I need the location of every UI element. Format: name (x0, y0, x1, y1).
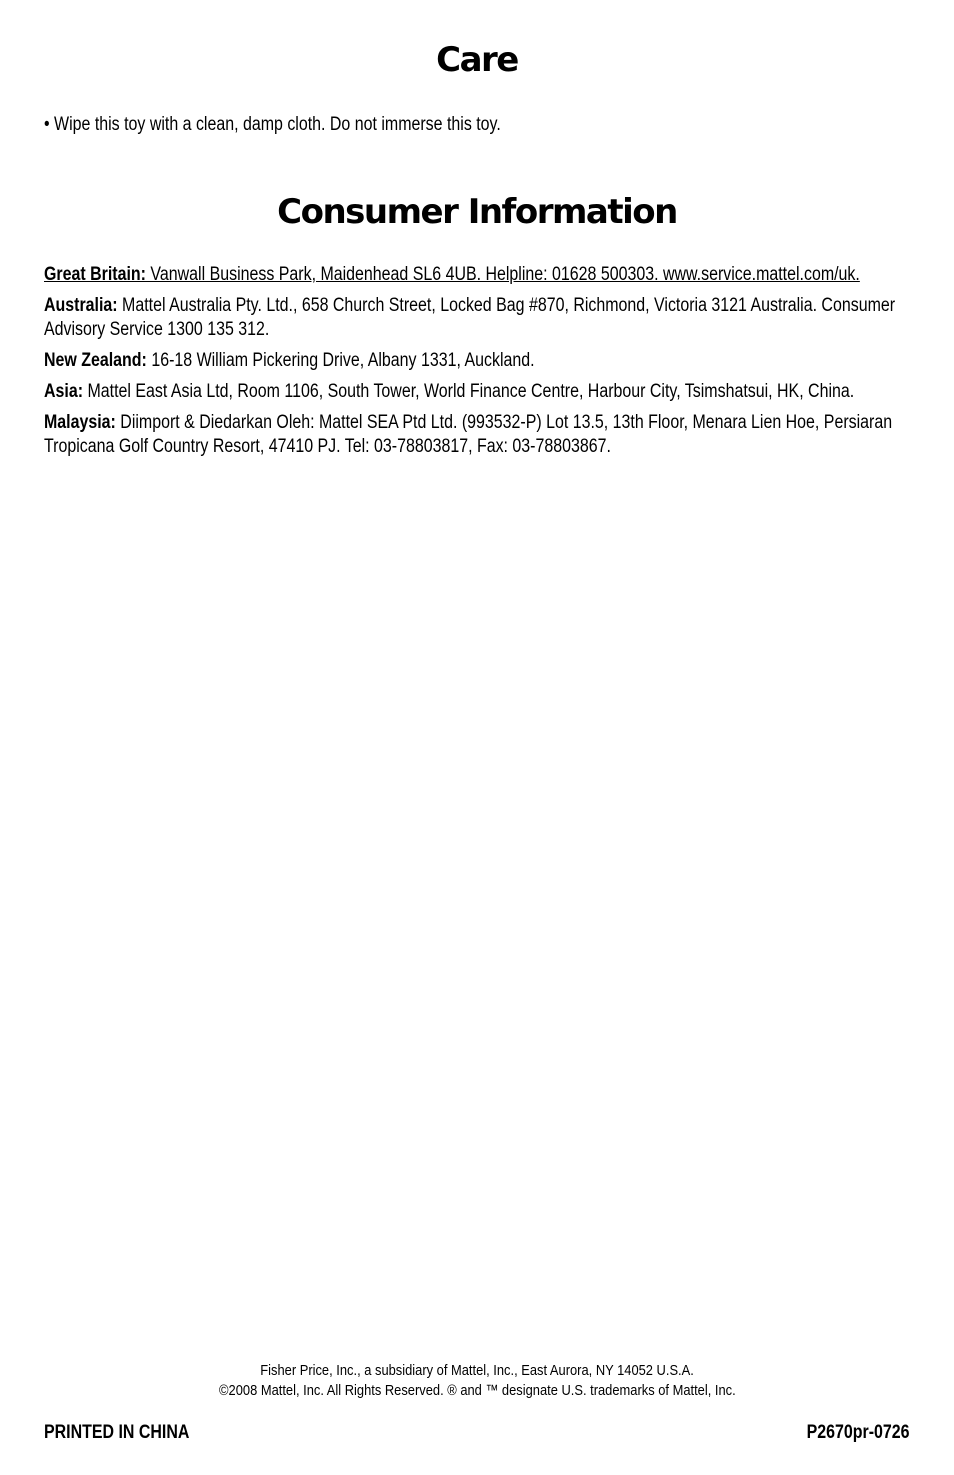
footer-copyright-line (0, 1381, 954, 1401)
entry-text: Vanwall Business Park, Maidenhead SL6 4UB. Helpline: 01628 500303. www.service.mattel.com/uk. (145, 264, 860, 285)
entry-text: Mattel Australia Pty. Ltd., 658 Church Street, Locked Bag #870, Richmond, Victoria 3121 Australia. Consumer Advisory Service 1300 135 312. (44, 295, 896, 340)
entry-asia (44, 380, 918, 404)
entry-new-zealand (44, 349, 918, 373)
entry-label: Malaysia: (44, 412, 116, 433)
entry-great-britain[interactable] (44, 263, 918, 287)
entry-label: Asia: (44, 381, 84, 402)
entry-text: 16-18 William Pickering Drive, Albany 1331, Auckland. (146, 350, 535, 371)
entry-text: Diimport & Diedarkan Oleh: Mattel SEA Ptd Ltd. (993532-P) Lot 13.5, 13th Floor, Menara Lien Hoe, Persiaran Tropicana Golf Country Resort, 47410 PJ. Tel: 03-78803817, Fax: 03-78803867. (44, 412, 893, 457)
consumer-information-heading: Consumer Information (277, 192, 677, 232)
entry-label: New Zealand: (44, 350, 147, 371)
entry-label: Australia: (44, 295, 118, 316)
printed-in-label: PRINTED IN CHINA (44, 1422, 190, 1443)
footer-copyright-text: ©2008 Mattel, Inc. All Rights Reserved. ® and ™ designate U.S. trademarks of Mattel, Inc. (218, 1382, 736, 1399)
consumer-entries (44, 263, 918, 459)
entry-malaysia (44, 411, 918, 459)
product-code: P2670pr-0726 (807, 1422, 910, 1443)
entry-label: Great Britain: (44, 264, 146, 285)
care-heading: Care (436, 40, 518, 80)
entry-text: Mattel East Asia Ltd, Room 1106, South Tower, World Finance Centre, Harbour City, Tsimshatsui, HK, China. (83, 381, 855, 402)
care-instruction: • Wipe this toy with a clean, damp cloth. Do not immerse this toy. (44, 114, 501, 135)
footer-company-text: Fisher Price, Inc., a subsidiary of Mattel, Inc., East Aurora, NY 14052 U.S.A. (260, 1362, 694, 1379)
footer-company-line (0, 1361, 954, 1381)
entry-australia (44, 294, 918, 342)
